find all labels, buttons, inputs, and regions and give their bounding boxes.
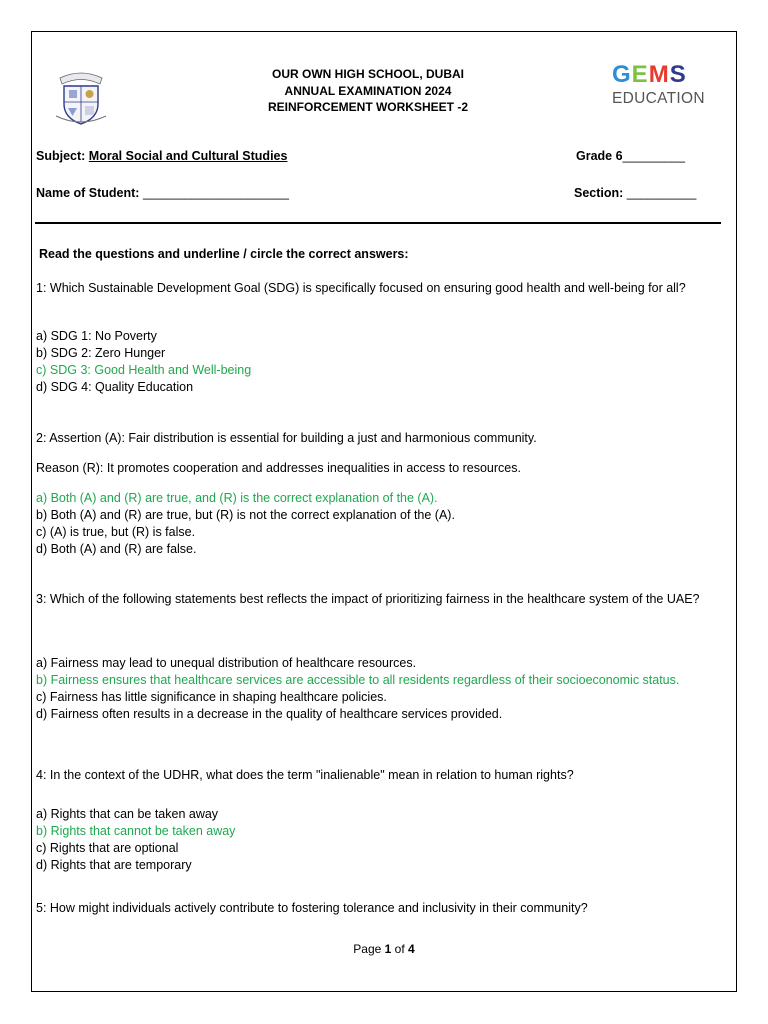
question-2-reason: Reason (R): It promotes cooperation and addresses inequalities in access to resources. (36, 461, 521, 475)
gems-wordmark-letters (612, 61, 687, 88)
q1-option-d[interactable]: d) SDG 4: Quality Education (36, 380, 194, 394)
subject-label: Subject: (36, 149, 89, 163)
q4-option-b[interactable]: b) Rights that cannot be taken away (36, 824, 236, 838)
question-4-options (36, 806, 726, 874)
question-1-text: 1: Which Sustainable Development Goal (SDG) is specifically focused on ensuring good health and well-being for all? (36, 281, 686, 295)
q4-option-c[interactable]: c) Rights that are optional (36, 841, 179, 855)
q2-option-d[interactable]: d) Both (A) and (R) are false. (36, 542, 197, 556)
gems-wordmark (612, 62, 687, 88)
q1-option-b[interactable]: b) SDG 2: Zero Hunger (36, 346, 166, 360)
student-name-blank[interactable]: _____________________ (142, 186, 289, 200)
question-4-text: 4: In the context of the UDHR, what does the term "inalienable" mean in relation to human rights? (36, 768, 574, 782)
school-crest-logo (50, 66, 112, 128)
q3-option-c[interactable]: c) Fairness has little significance in shaping healthcare policies. (36, 690, 387, 704)
grade-line (576, 149, 685, 163)
page-current: 1 (384, 942, 392, 956)
student-name-line (36, 186, 289, 200)
gems-education-logo (610, 62, 710, 112)
question-3-options (36, 655, 726, 723)
subject-value: Moral Social and Cultural Studies (88, 149, 288, 163)
page-footer (0, 942, 768, 956)
q3-option-a[interactable]: a) Fairness may lead to unequal distribution of healthcare resources. (36, 656, 417, 670)
question-3-text: 3: Which of the following statements best reflects the impact of prioritizing fairness in the healthcare system of the UAE? (36, 592, 700, 606)
q2-option-c[interactable]: c) (A) is true, but (R) is false. (36, 525, 196, 539)
grade-blank[interactable]: _________ (622, 149, 686, 163)
of-word: of (391, 942, 409, 956)
worksheet-title: REINFORCEMENT WORKSHEET -2 (267, 100, 468, 114)
subject-line (36, 149, 287, 163)
instructions: Read the questions and underline / circle the correct answers: (39, 247, 409, 261)
page-word: Page (353, 942, 385, 956)
exam-title: ANNUAL EXAMINATION 2024 (284, 83, 452, 98)
school-name: OUR OWN HIGH SCHOOL, DUBAI (272, 67, 464, 81)
q3-option-d[interactable]: d) Fairness often results in a decrease in the quality of healthcare services provided. (36, 707, 503, 721)
q2-option-b[interactable]: b) Both (A) and (R) are true, but (R) is not the correct explanation of the (A). (36, 508, 455, 522)
gems-letter: E (631, 61, 649, 88)
page-total: 4 (408, 942, 415, 956)
q3-option-b[interactable]: b) Fairness ensures that healthcare services are accessible to all residents regardless of their socioeconomic status. (36, 673, 680, 687)
q2-option-a[interactable]: a) Both (A) and (R) are true, and (R) is the correct explanation of the (A). (36, 491, 438, 505)
section-line (574, 186, 696, 200)
question-2-assertion: 2: Assertion (A): Fair distribution is essential for building a just and harmonious community. (36, 431, 537, 445)
q4-option-a[interactable]: a) Rights that can be taken away (36, 807, 219, 821)
q1-option-c[interactable]: c) SDG 3: Good Health and Well-being (36, 363, 252, 377)
section-label: Section: (574, 186, 627, 200)
student-name-label: Name of Student: (36, 186, 143, 200)
gems-letter: M (648, 61, 670, 88)
q1-option-a[interactable]: a) SDG 1: No Poverty (36, 329, 157, 343)
header-divider (35, 222, 721, 224)
section-blank[interactable]: __________ (626, 186, 697, 200)
gems-letter: G (612, 61, 632, 88)
question-5-text: 5: How might individuals actively contribute to fostering tolerance and inclusivity in their community? (36, 901, 588, 915)
education-wordmark: EDUCATION (612, 90, 705, 107)
q4-option-d[interactable]: d) Rights that are temporary (36, 858, 192, 872)
grade-label: Grade 6 (576, 149, 623, 163)
question-2-options (36, 490, 726, 558)
gems-letter: S (669, 61, 687, 88)
question-1-options (36, 328, 726, 396)
document-header (200, 66, 536, 116)
